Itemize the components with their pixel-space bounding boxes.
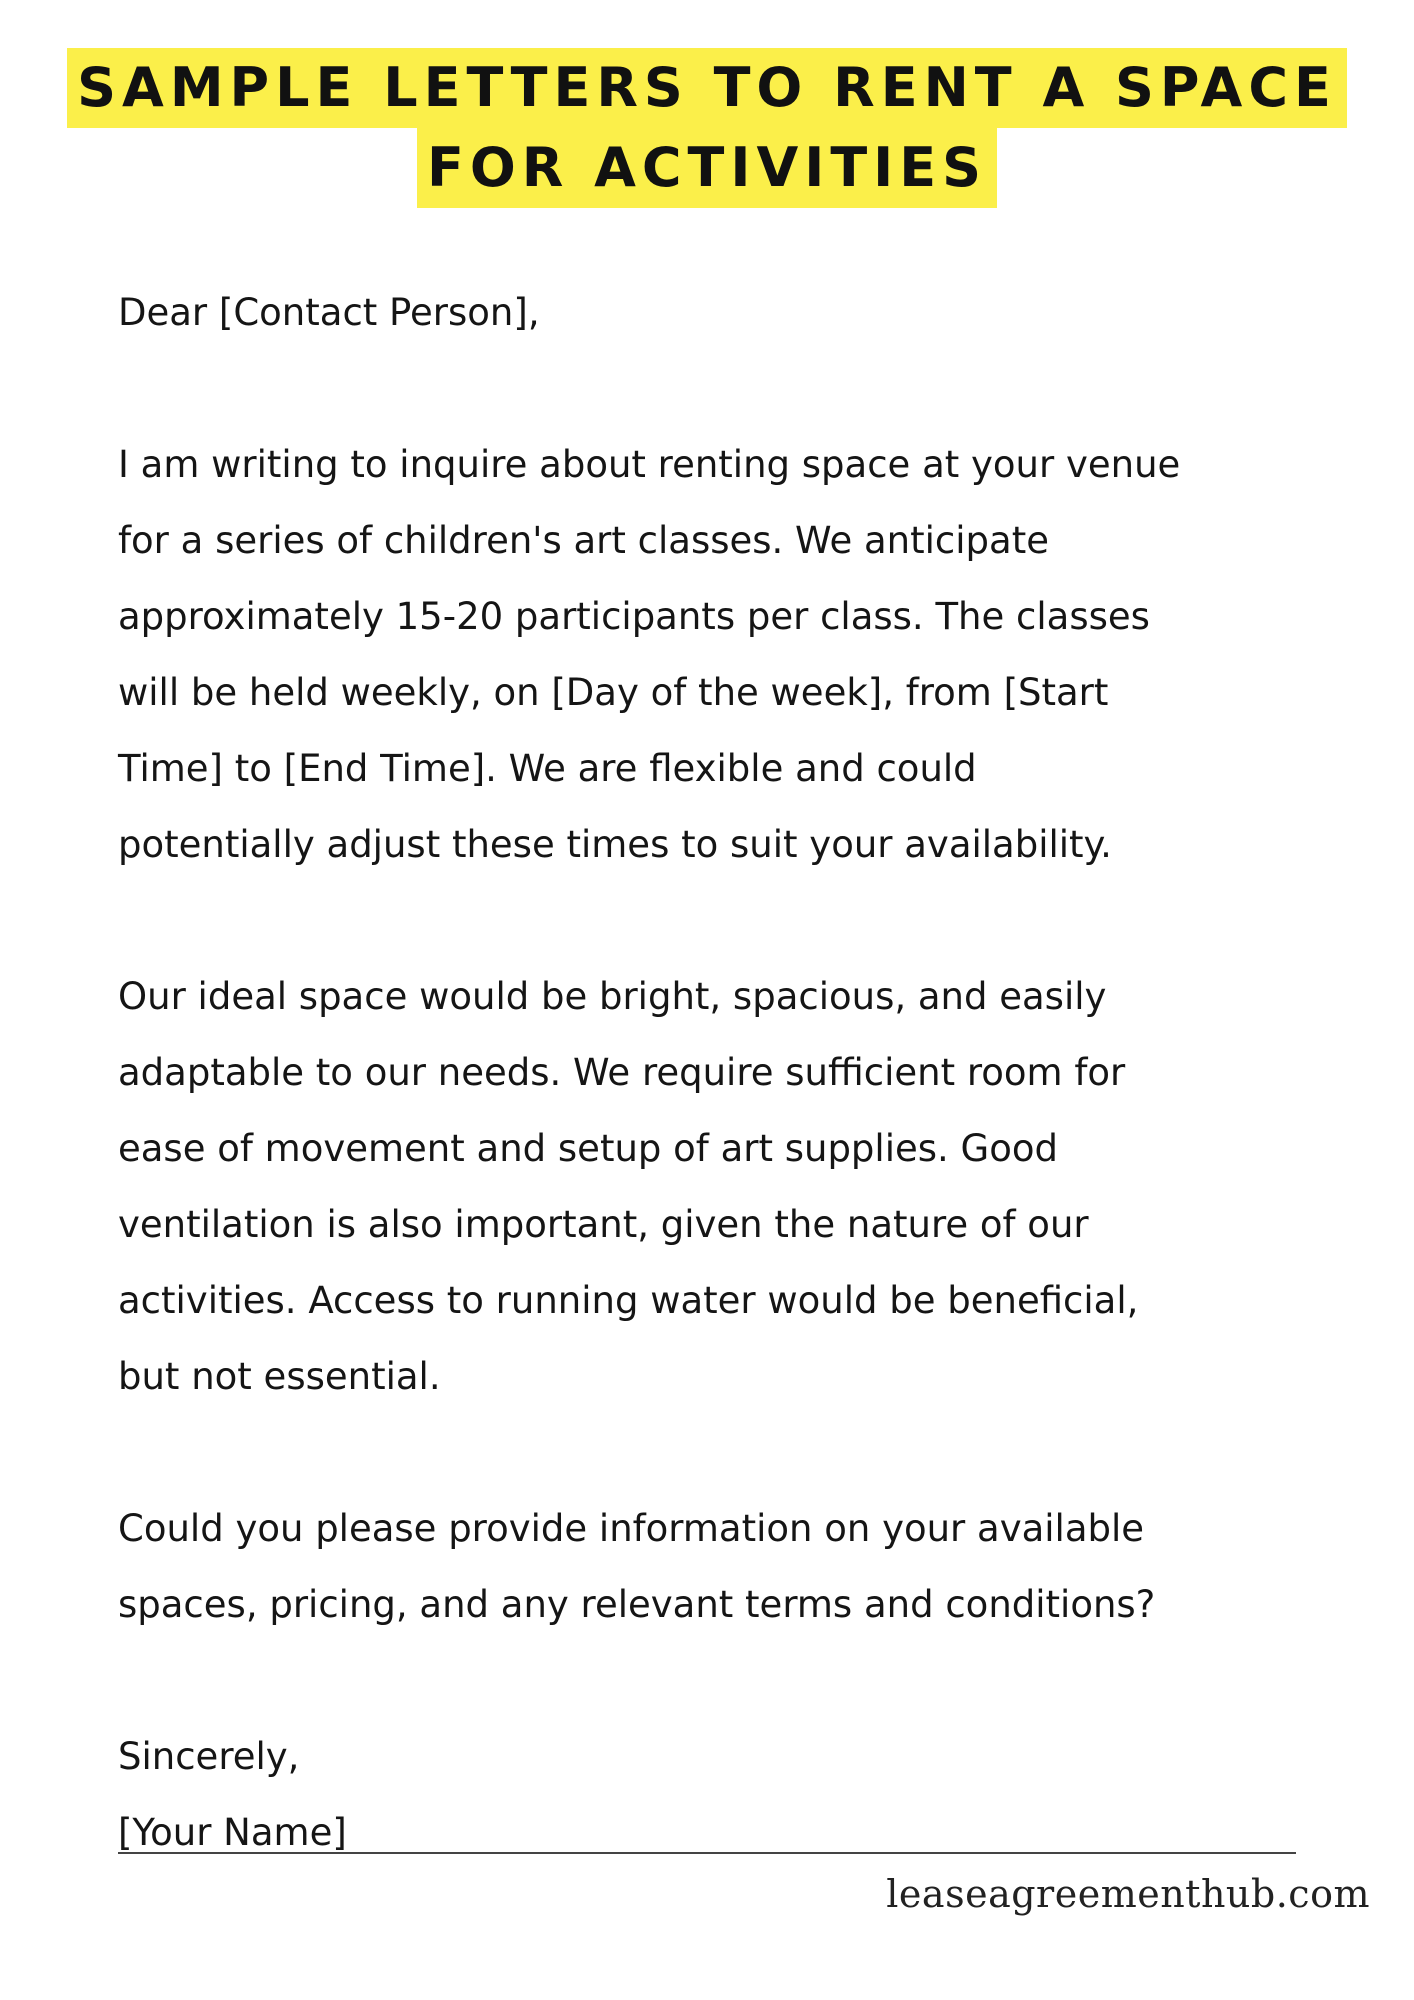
- paragraph-1-line: Time] to [End Time]. We are flexible and could: [118, 747, 977, 790]
- footer-website: leaseagreementhub.com: [886, 1872, 1370, 1916]
- paragraph-3: [118, 1491, 1358, 1643]
- paragraph-1-line: approximately 15-20 participants per class. The classes: [118, 595, 1150, 638]
- paragraph-2-line: adaptable to our needs. We require sufficient room for: [118, 1051, 1126, 1094]
- paragraph-gap: [118, 351, 1358, 427]
- title-line-2: FOR ACTIVITIES: [417, 128, 997, 208]
- paragraph-gap: [118, 1415, 1358, 1491]
- letter-body: [118, 275, 1358, 1871]
- paragraph-1-line: potentially adjust these times to suit your availability.: [118, 823, 1112, 866]
- paragraph-1: [118, 427, 1358, 883]
- paragraph-1-line: I am writing to inquire about renting space at your venue: [118, 443, 1181, 486]
- paragraph-1-line: will be held weekly, on [Day of the week], from [Start: [118, 671, 1109, 714]
- paragraph-gap: [118, 1643, 1358, 1719]
- paragraph-2-line: activities. Access to running water would be beneficial,: [118, 1279, 1139, 1322]
- paragraph-2-line: ventilation is also important, given the nature of our: [118, 1203, 1089, 1246]
- paragraph-1-line: for a series of children's art classes. We anticipate: [118, 519, 1049, 562]
- paragraph-2-line: Our ideal space would be bright, spacious, and easily: [118, 975, 1107, 1018]
- closing: Sincerely,: [118, 1735, 300, 1778]
- paragraph-3-line: Could you please provide information on your available: [118, 1507, 1145, 1550]
- paragraph-3-line: spaces, pricing, and any relevant terms and conditions?: [118, 1583, 1156, 1626]
- title-line-1: SAMPLE LETTERS TO RENT A SPACE: [67, 48, 1347, 128]
- signature-line: [118, 1852, 1296, 1854]
- signature-name: [Your Name]: [118, 1811, 347, 1854]
- paragraph-2-line: ease of movement and setup of art supplies. Good: [118, 1127, 1058, 1170]
- paragraph-gap: [118, 883, 1358, 959]
- document-title: [0, 48, 1414, 208]
- paragraph-2: [118, 959, 1358, 1415]
- paragraph-2-line: but not essential.: [118, 1355, 441, 1398]
- salutation: Dear [Contact Person],: [118, 291, 540, 334]
